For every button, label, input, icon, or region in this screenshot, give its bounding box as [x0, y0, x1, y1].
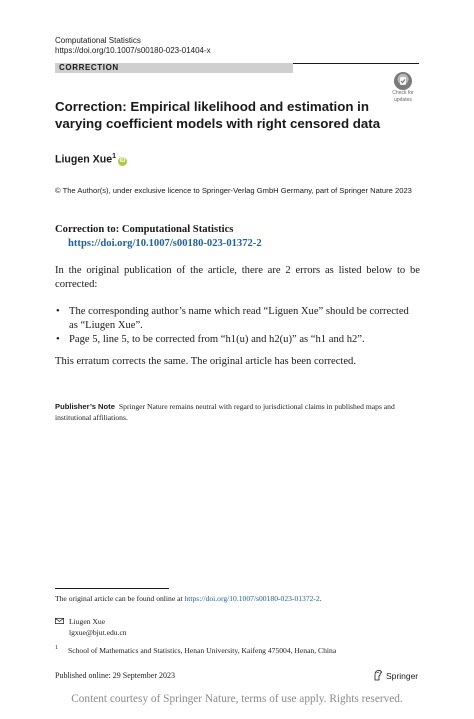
affiliation-number: 1	[55, 645, 58, 651]
publishers-note-label: Publisher’s Note	[55, 402, 115, 411]
published-date: Published online: 29 September 2023	[55, 671, 175, 680]
original-article-suffix: .	[319, 594, 322, 603]
article-doi: https://doi.org/10.1007/s00180-023-01404-x	[55, 46, 211, 55]
journal-name: Computational Statistics	[55, 36, 141, 45]
badge-line-2: updates	[394, 96, 412, 103]
footnote-rule	[55, 588, 169, 589]
correction-heading: Correction to: Computational Statistics	[55, 224, 234, 235]
error-list	[55, 305, 420, 347]
badge-line-1: Check for	[392, 90, 414, 96]
erratum-statement: This erratum corrects the same. The original article has been corrected.	[55, 356, 357, 367]
section-rule	[293, 63, 419, 64]
publishers-note	[55, 402, 420, 423]
corresponding-name: Liugen Xue	[69, 617, 106, 626]
running-header	[55, 36, 211, 56]
springer-horse-icon	[373, 669, 383, 681]
springer-logo	[373, 669, 418, 681]
publisher-name: Springer	[386, 671, 419, 681]
list-item	[55, 333, 420, 347]
courtesy-watermark: Content courtesy of Springer Nature, terms of use apply. Rights reserved.	[71, 693, 403, 705]
list-item	[55, 305, 420, 333]
correction-intro: In the original publication of the article, there are 2 errors as listed below to be corrected:	[55, 265, 420, 290]
bullet: •	[56, 334, 60, 345]
corresponding-author	[55, 616, 127, 638]
check-for-updates-badge[interactable]	[385, 72, 421, 103]
section-bar	[55, 63, 293, 73]
bullet: •	[56, 306, 60, 317]
orcid-icon[interactable]: iD	[119, 157, 126, 164]
original-article-link[interactable]: https://doi.org/10.1007/s00180-023-01372-2	[184, 594, 320, 603]
section-label: CORRECTION	[59, 63, 119, 72]
article-title: Correction: Empirical likelihood and estimation in varying coefficient models with right censored data	[55, 99, 381, 131]
correction-doi-link[interactable]: https://doi.org/10.1007/s00180-023-01372-2	[68, 238, 262, 249]
copyright-notice: © The Author(s), under exclusive licence to Springer-Verlag GmbH Germany, part of Springer Nature 2023	[55, 186, 412, 195]
check-for-updates-icon	[394, 72, 412, 90]
envelope-icon	[55, 618, 64, 624]
author-name[interactable]: Liugen Xue	[55, 153, 113, 166]
author-line	[55, 150, 127, 167]
original-article-prefix: The original article can be found online at	[55, 594, 185, 603]
original-article-note	[55, 594, 322, 604]
error-text: The corresponding author’s name which read “Liguen Xue” should be corrected as “Liugen Xue”.	[69, 306, 409, 331]
author-affiliation-marker: 1	[112, 153, 116, 160]
error-text: Page 5, line 5, to be corrected from “h1(u) and h2(u)” as “h1 and h2”.	[69, 334, 365, 345]
affiliation: School of Mathematics and Statistics, Henan University, Kaifeng 475004, Henan, China	[68, 646, 337, 655]
corresponding-email[interactable]: lgxue@bjut.edu.cn	[69, 628, 127, 637]
publishers-note-text: Springer Nature remains neutral with regard to jurisdictional claims in published maps and institutional affiliations.	[55, 402, 395, 422]
